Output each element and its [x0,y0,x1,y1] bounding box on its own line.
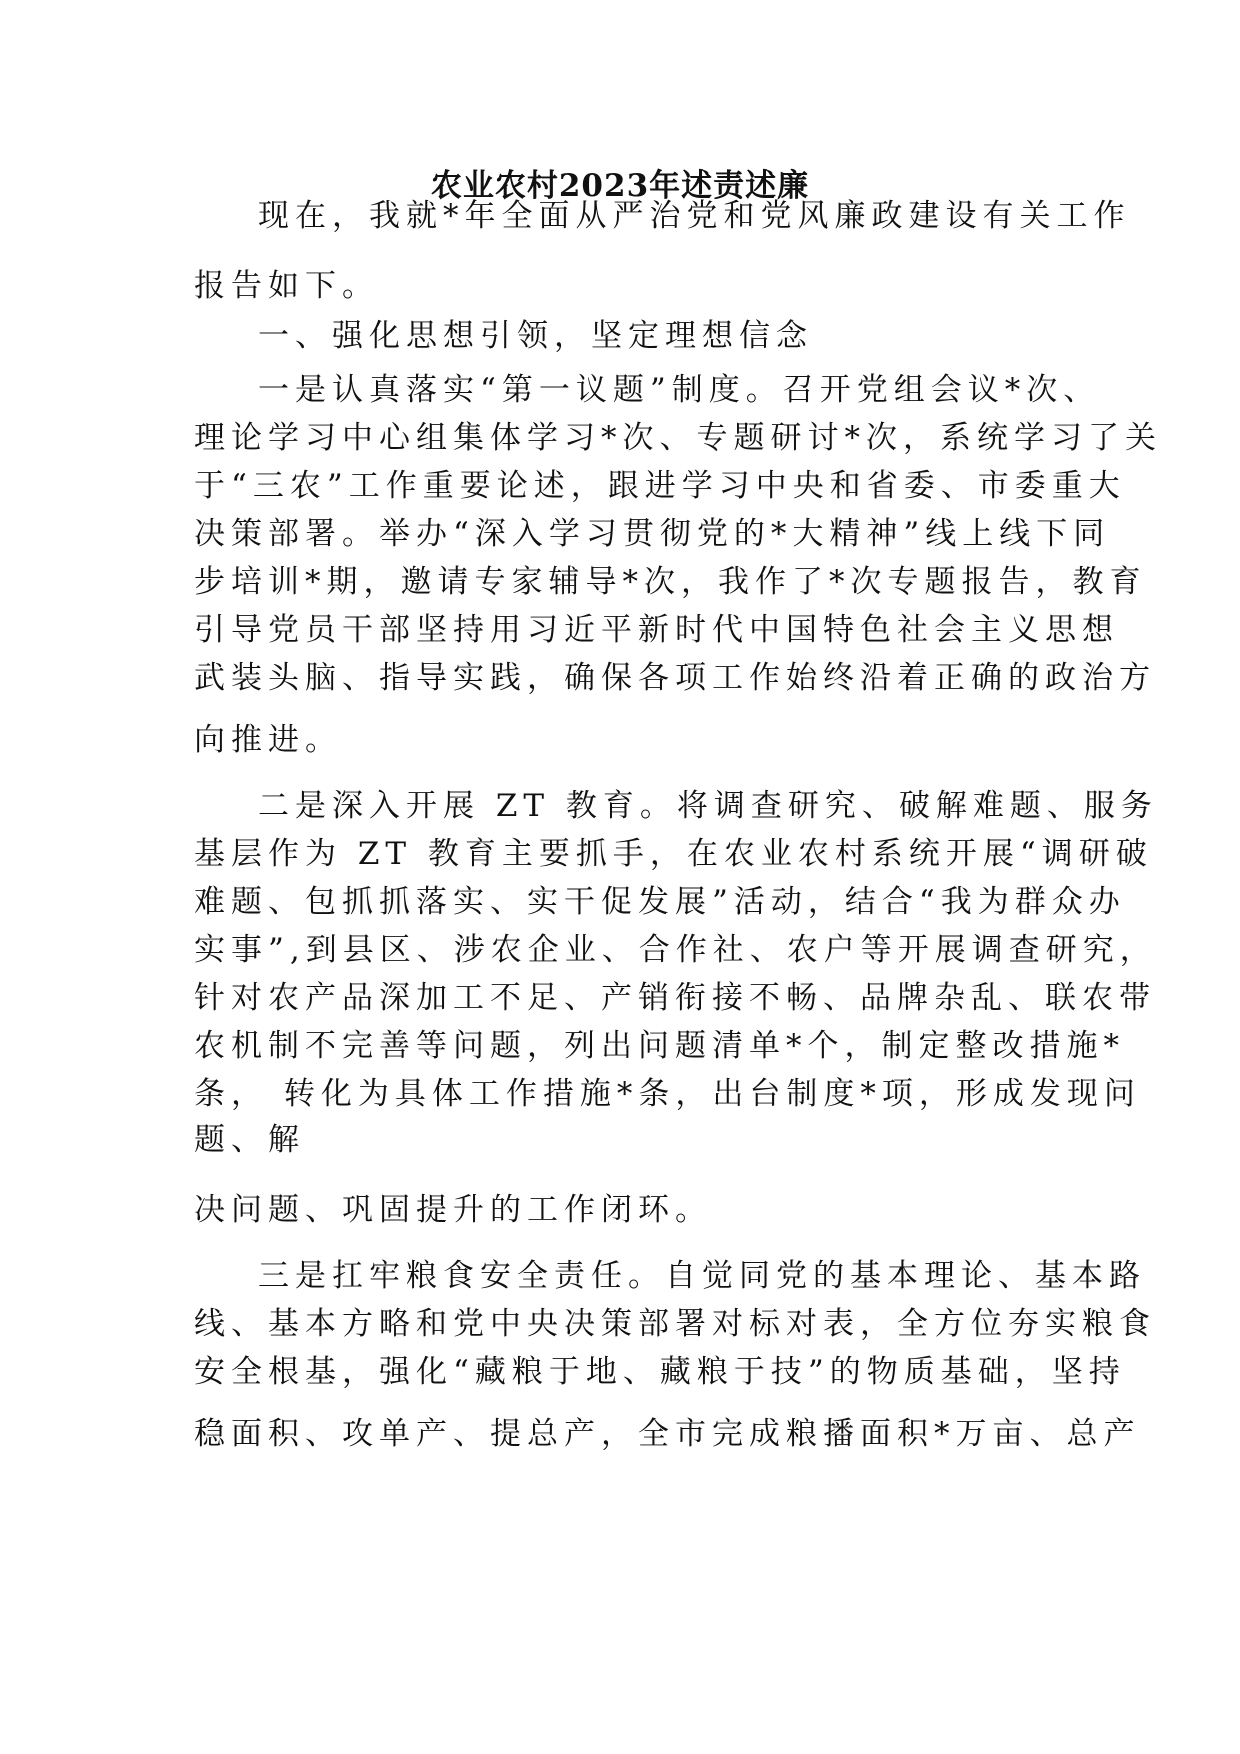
paragraph-line: 引导党员干部坚持用习近平新时代中国特色社会主义思想 [194,612,1119,648]
paragraph-line: 一是认真落实“第一议题”制度。召开党组会议*次、 [258,372,1101,408]
paragraph-line: 武装头脑、指导实践，确保各项工作始终沿着正确的政治方 [194,660,1156,696]
paragraph-line: 报告如下。 [194,268,379,304]
paragraph-line: 线、基本方略和党中央决策部署对标对表，全方位夯实粮食 [194,1306,1156,1342]
paragraph-line: 决问题、巩固提升的工作闭环。 [194,1192,712,1228]
paragraph-line: 农机制不完善等问题，列出问题清单*个，制定整改措施* [194,1028,1125,1064]
paragraph-line: 二是深入开展 ZT 教育。将调查研究、破解难题、服务 [258,788,1158,824]
paragraph-line: 理论学习中心组集体学习*次、专题研讨*次，系统学习了关 [194,420,1162,456]
paragraph-line: 步培训*期，邀请专家辅导*次，我作了*次专题报告，教育 [194,564,1147,600]
document-title: 农业农村2023年述责述廉 [430,168,810,204]
paragraph-line: 题、解 [194,1122,305,1158]
paragraph-line: 安全根基，强化“藏粮于地、藏粮于技”的物质基础，坚持 [194,1354,1126,1390]
paragraph-line: 条， 转化为具体工作措施*条，出台制度*项，形成发现问 [194,1076,1141,1112]
paragraph-line: 针对农产品深加工不足、产销衔接不畅、品牌杂乱、联农带 [194,980,1156,1016]
paragraph-line: 基层作为 ZT 教育主要抓手，在农业农村系统开展“调研破 [194,836,1153,872]
paragraph-line: 现在，我就*年全面从严治党和党风廉政建设有关工作 [258,198,1131,234]
paragraph-line: 三是扛牢粮食安全责任。自觉同党的基本理论、基本路 [258,1258,1146,1294]
paragraph-line: 向推进。 [194,722,342,758]
paragraph-line: 实事”,到县区、涉农企业、合作社、农户等开展调查研究， [194,932,1157,968]
paragraph-line: 稳面积、攻单产、提总产，全市完成粮播面积*万亩、总产 [194,1416,1141,1452]
paragraph-line: 决策部署。举办“深入学习贯彻党的*大精神”线上线下同 [194,516,1111,552]
paragraph-line: 难题、包抓抓落实、实干促发展”活动，结合“我为群众办 [194,884,1126,920]
paragraph-line: 于“三农”工作重要论述，跟进学习中央和省委、市委重大 [194,468,1126,504]
section-heading: 一、强化思想引领，坚定理想信念 [258,318,813,354]
